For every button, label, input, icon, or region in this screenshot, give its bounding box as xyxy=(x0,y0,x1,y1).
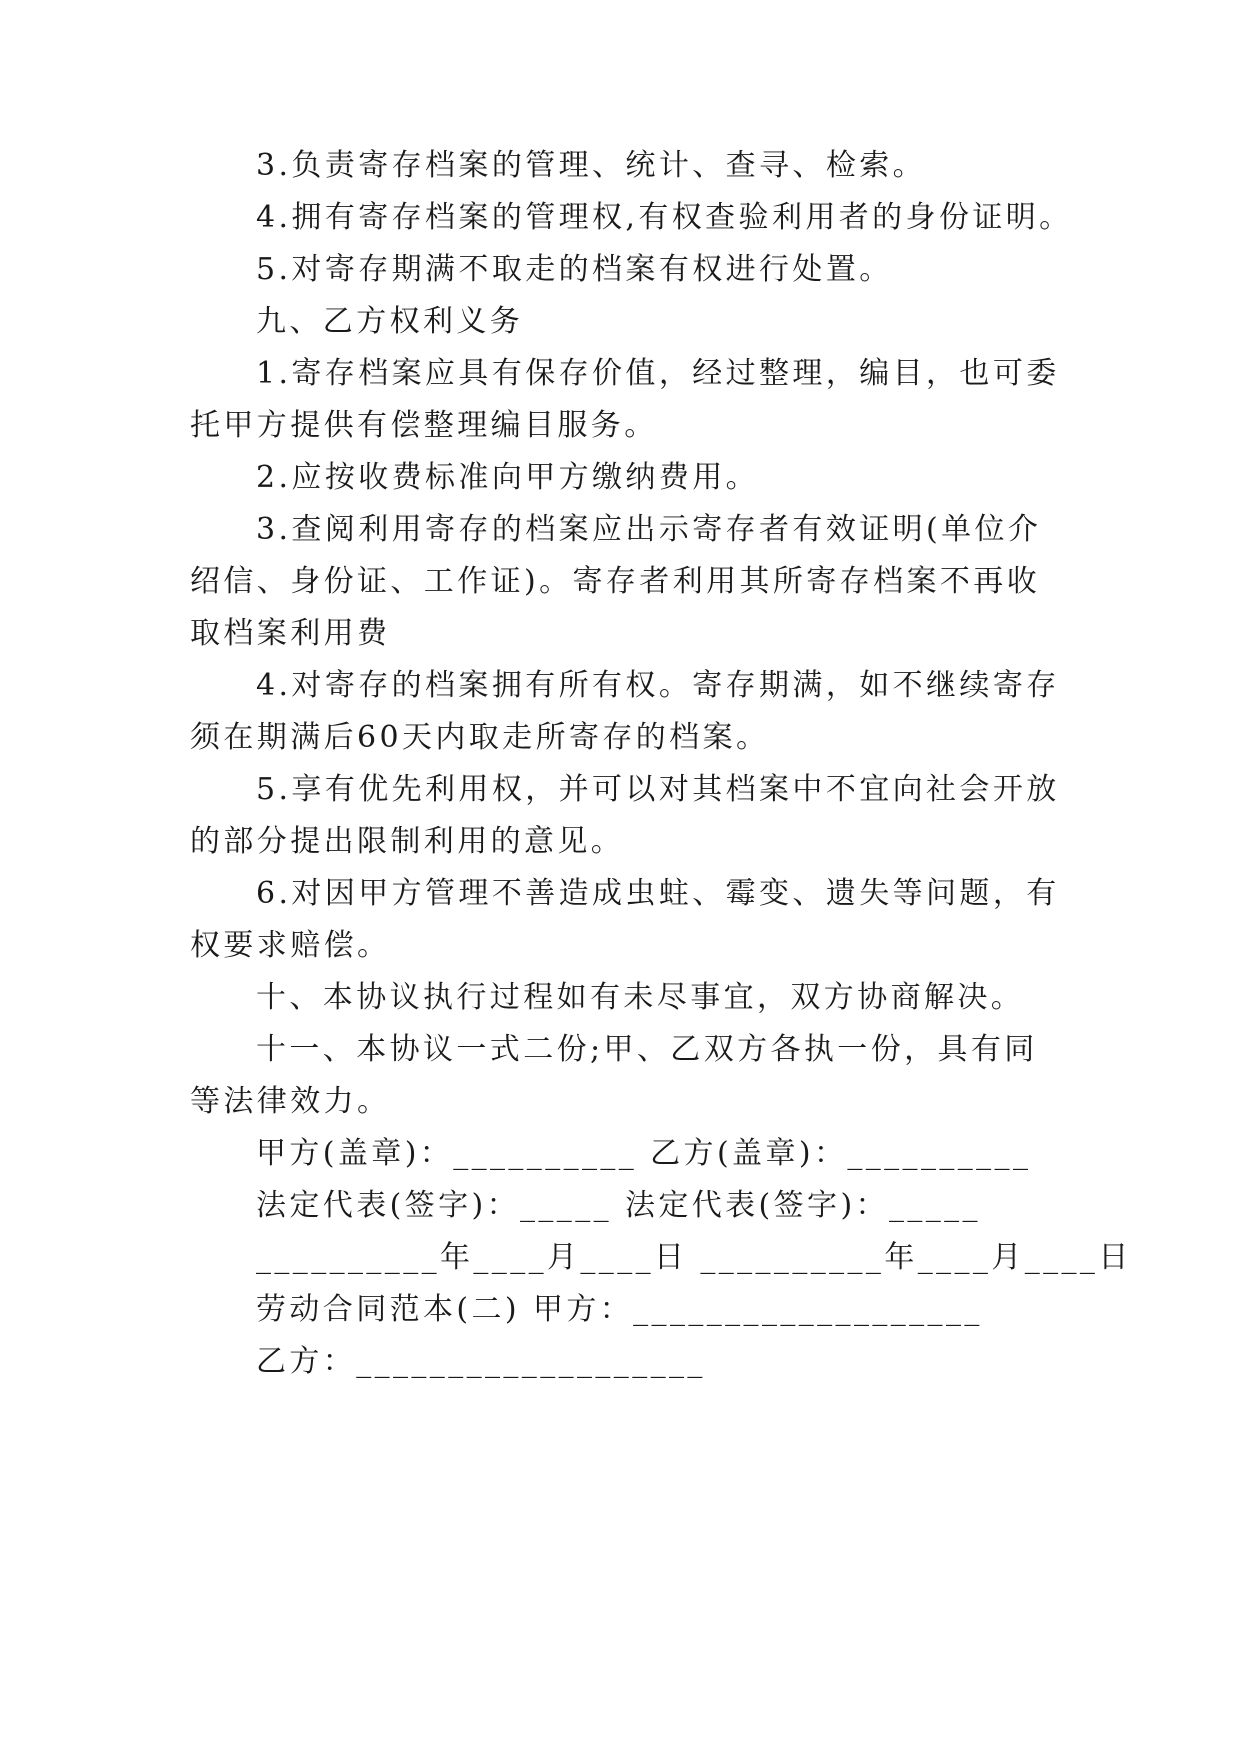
section-heading-9: 九、乙方权利义务 xyxy=(256,304,524,339)
clause-10: 十、本协议执行过程如有未尽事宜，双方协商解决。 xyxy=(256,980,1025,1015)
signature-date-line: __________年____月____日 __________年____月____日 xyxy=(256,1240,1132,1275)
clause-8-item-3: 3.负责寄存档案的管理、统计、查寻、检索。 xyxy=(256,148,927,183)
clause-9-item-6-line-2: 权要求赔偿。 xyxy=(190,928,391,963)
clause-11-line-2: 等法律效力。 xyxy=(190,1084,391,1119)
clause-9-item-4-line-2: 须在期满后60天内取走所寄存的档案。 xyxy=(190,720,770,755)
clause-9-item-3-line-2: 绍信、身份证、工作证)。寄存者利用其所寄存档案不再收 xyxy=(190,564,1041,599)
clause-9-item-5-line-2: 的部分提出限制利用的意见。 xyxy=(190,824,625,859)
template-title-party-a-line: 劳动合同范本(二) 甲方：___________________ xyxy=(256,1292,983,1327)
clause-8-item-4: 4.拥有寄存档案的管理权,有权查验利用者的身份证明。 xyxy=(256,200,1073,235)
clause-11-line-1: 十一、本协议一式二份;甲、乙双方各执一份，具有同 xyxy=(256,1032,1038,1067)
clause-9-item-5-line-1: 5.享有优先利用权，并可以对其档案中不宜向社会开放 xyxy=(256,772,1060,807)
signature-seal-line: 甲方(盖章)：__________ 乙方(盖章)：__________ xyxy=(256,1136,1032,1171)
clause-9-item-2: 2.应按收费标准向甲方缴纳费用。 xyxy=(256,460,760,495)
clause-9-item-4-line-1: 4.对寄存的档案拥有所有权。寄存期满，如不继续寄存 xyxy=(256,668,1060,703)
clause-9-item-1-line-1: 1.寄存档案应具有保存价值，经过整理，编目，也可委 xyxy=(256,356,1060,391)
party-b-line: 乙方：___________________ xyxy=(256,1344,706,1379)
clause-9-item-3-line-1: 3.查阅利用寄存的档案应出示寄存者有效证明(单位介 xyxy=(256,512,1042,547)
clause-9-item-1-line-2: 托甲方提供有偿整理编目服务。 xyxy=(190,408,658,443)
clause-9-item-6-line-1: 6.对因甲方管理不善造成虫蛀、霉变、遗失等问题，有 xyxy=(256,876,1060,911)
signature-representative-line: 法定代表(签字)：_____ 法定代表(签字)：_____ xyxy=(256,1188,981,1223)
clause-8-item-5: 5.对寄存期满不取走的档案有权进行处置。 xyxy=(256,252,893,287)
clause-9-item-3-line-3: 取档案利用费 xyxy=(190,616,391,651)
